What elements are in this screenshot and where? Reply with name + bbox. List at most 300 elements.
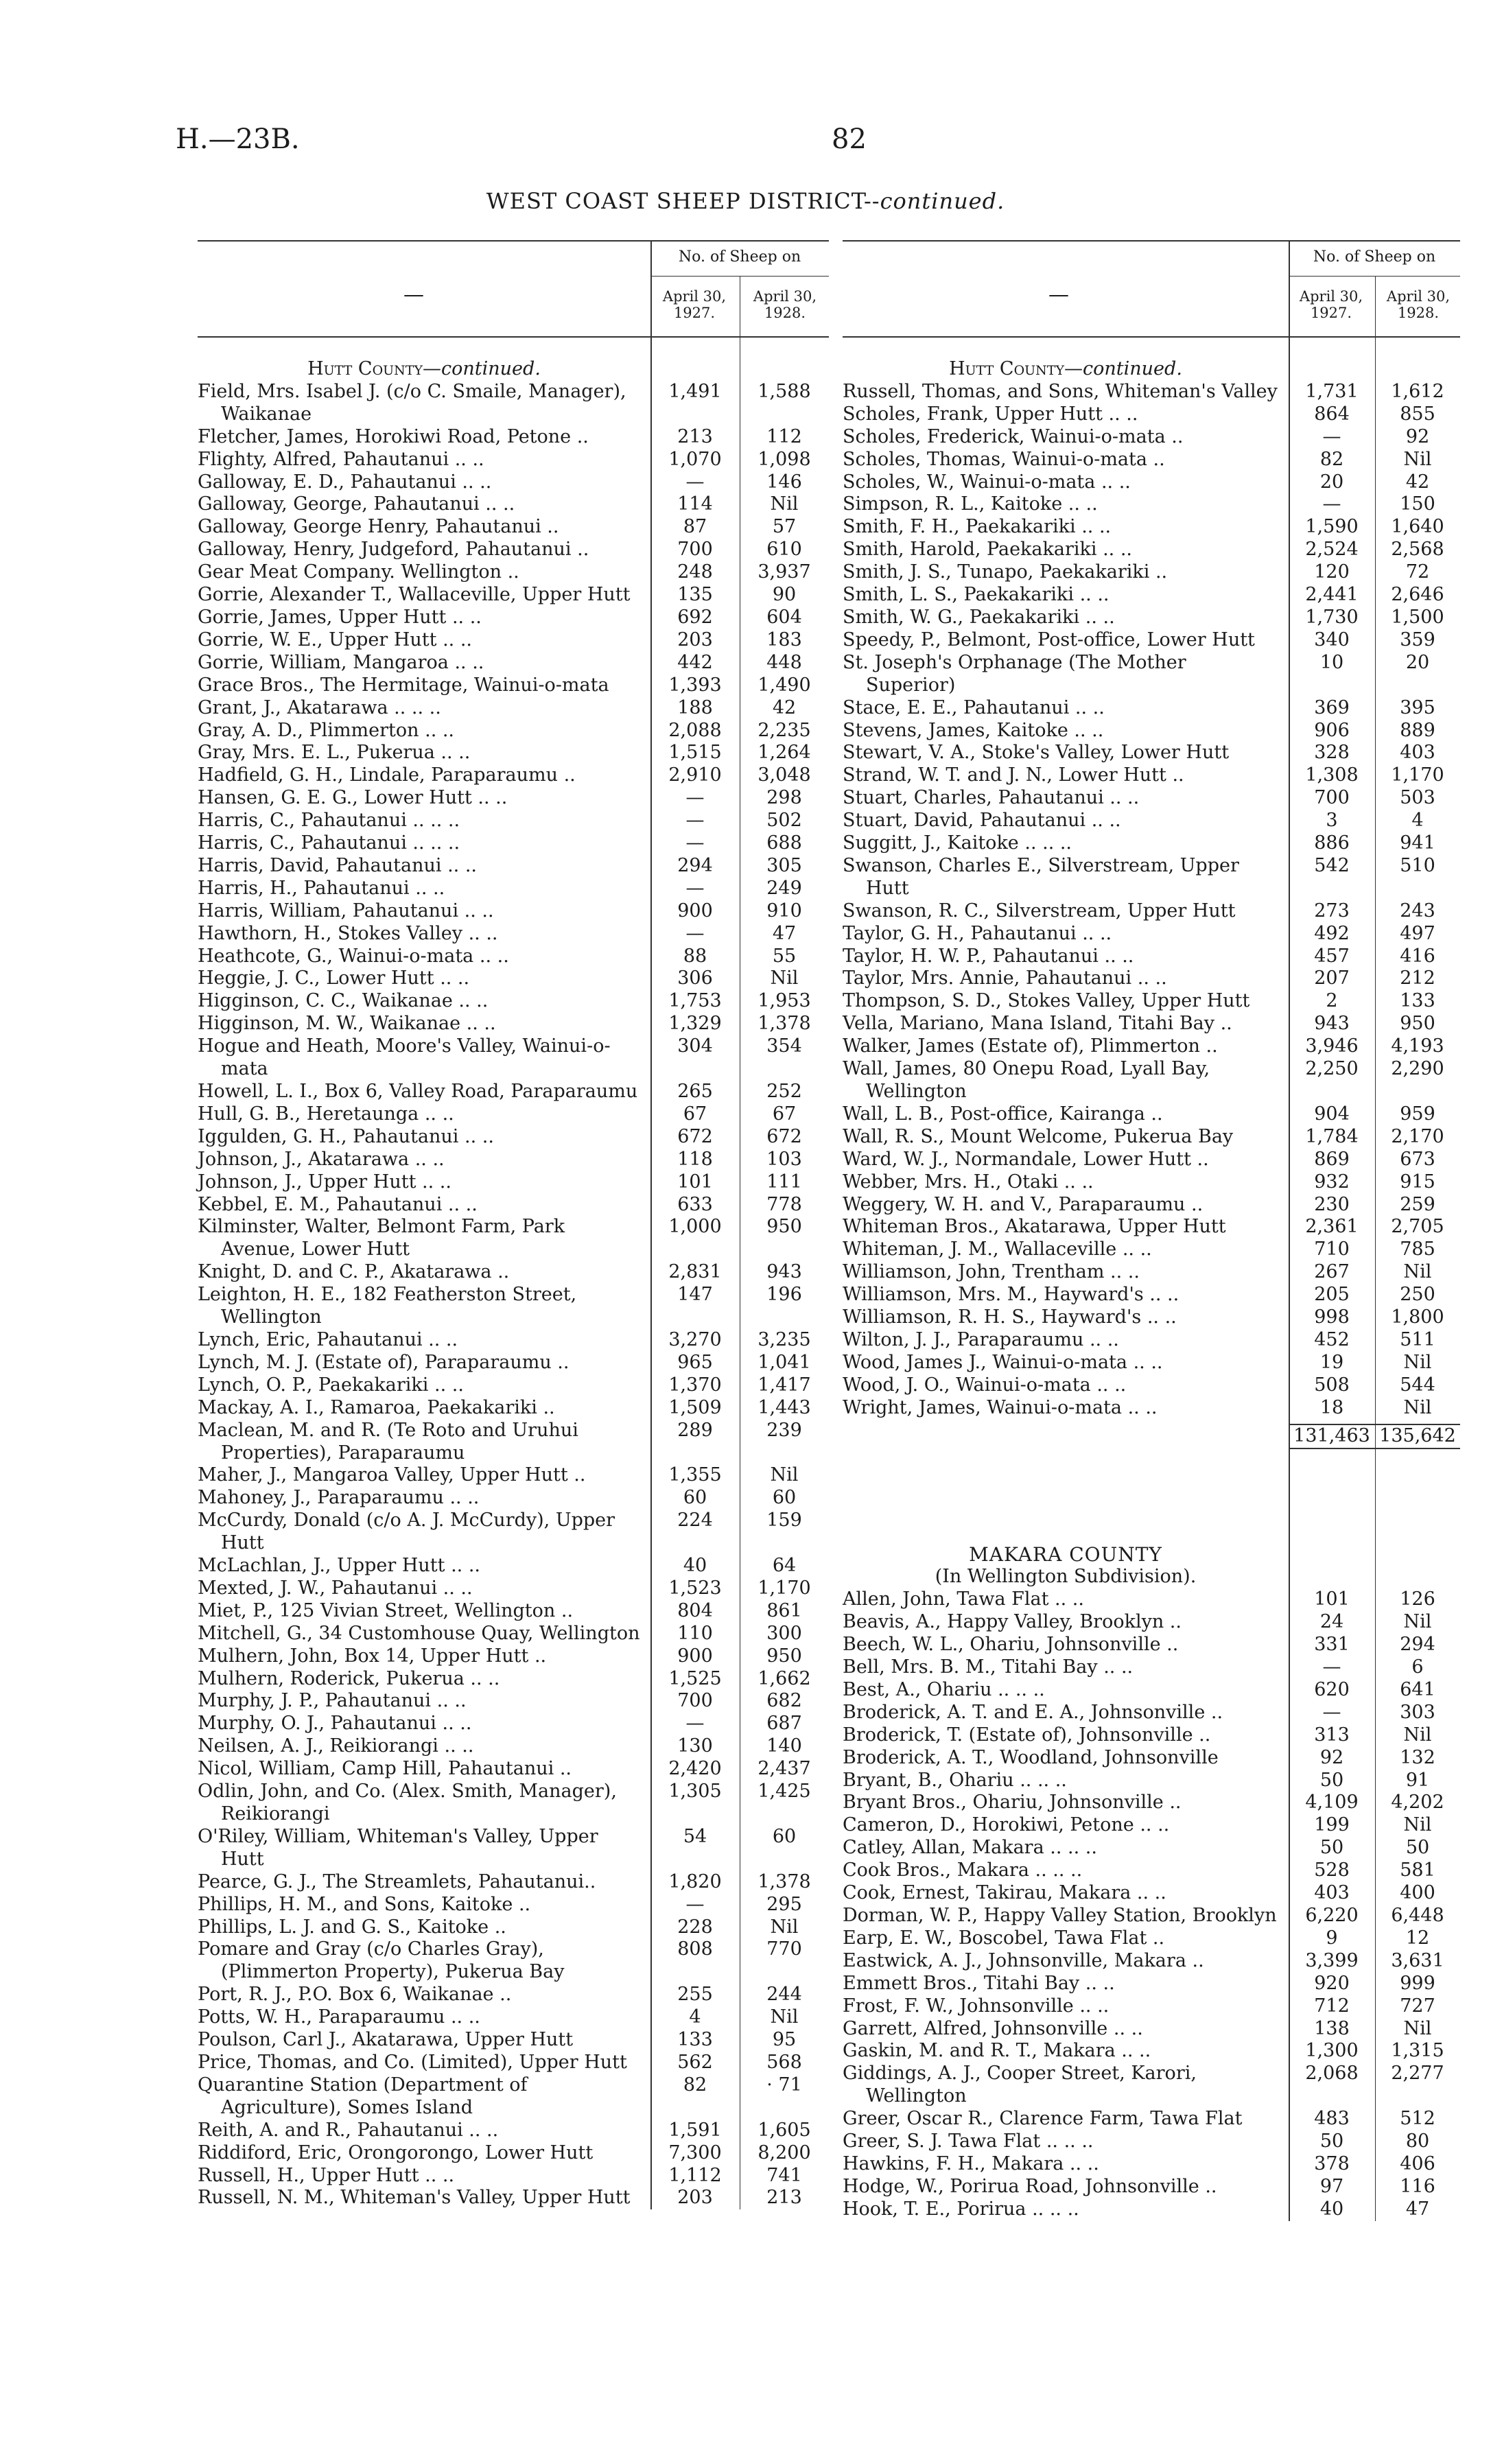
owner-name: Emmett Bros., Titahi Bay .. .. — [843, 1972, 1115, 1994]
sheep-1928: 259 — [1400, 1193, 1435, 1215]
owner-name: Strand, W. T. and J. N., Lower Hutt .. — [843, 764, 1184, 786]
table-row — [198, 764, 829, 787]
sheep-1927: 101 — [677, 1171, 713, 1193]
owner-name: Gear Meat Company. Wellington .. — [198, 561, 519, 583]
owner-name: Bryant, B., Ohariu .. .. .. — [843, 1769, 1067, 1791]
sheep-1927: — — [685, 471, 705, 493]
sheep-1928: 3,631 — [1391, 1949, 1444, 1971]
sheep-1928: 47 — [772, 922, 797, 944]
table-row — [198, 2006, 829, 2029]
table-row — [198, 1690, 829, 1713]
title-text: WEST COAST SHEEP DISTRICT-- — [486, 188, 880, 214]
sheep-1927: 1,515 — [668, 742, 722, 764]
sheep-1928: 2,705 — [1391, 1216, 1444, 1238]
sheep-1928: 395 — [1400, 696, 1435, 718]
sheep-1927: 906 — [1314, 719, 1350, 741]
table-row — [198, 1487, 829, 1510]
sheep-1928: 305 — [766, 854, 802, 876]
sheep-1928: 213 — [766, 2187, 802, 2209]
sheep-1927: 804 — [677, 1599, 713, 1621]
table-row — [198, 900, 829, 923]
sheep-1928: 2,437 — [758, 1758, 811, 1780]
owner-name: Knight, D. and C. P., Akatarawa .. — [198, 1261, 510, 1283]
table-row — [198, 1103, 829, 1126]
sheep-1928: 544 — [1400, 1374, 1435, 1396]
table-row — [843, 1374, 1460, 1397]
owner-name: Gaskin, M. and R. T., Makara .. .. — [843, 2040, 1151, 2062]
owner-name: Smith, W. G., Paekakariki .. .. — [843, 606, 1115, 628]
sheep-1927: 508 — [1314, 1374, 1350, 1396]
sheep-1927: 403 — [1314, 1882, 1350, 1904]
table-row — [843, 2018, 1460, 2041]
table-row — [843, 426, 1460, 449]
sheep-1928: 727 — [1400, 1995, 1435, 2017]
sheep-1928: 90 — [772, 584, 797, 606]
sheep-1927: 67 — [683, 1103, 707, 1125]
sheep-1928: 687 — [766, 1713, 802, 1735]
left-header-1927: April 30, 1927. — [662, 288, 727, 321]
sheep-1928: 1,800 — [1391, 1306, 1444, 1328]
sheep-1927: 998 — [1314, 1306, 1350, 1328]
sheep-1927: 492 — [1314, 922, 1350, 944]
table-row — [198, 1284, 829, 1329]
table-row — [198, 1464, 829, 1487]
owner-name: Harris, H., Pahautanui .. .. — [198, 877, 445, 899]
owner-name: Webber, Mrs. H., Otaki .. .. — [843, 1171, 1094, 1193]
sheep-1928: 672 — [766, 1125, 802, 1147]
owner-name: Gorrie, W. E., Upper Hutt .. .. — [198, 629, 472, 650]
table-row — [843, 1611, 1460, 1634]
sheep-1928: Nil — [1403, 1261, 1432, 1283]
sheep-1927: 203 — [677, 629, 713, 650]
owner-name: Simpson, R. L., Kaitoke .. .. — [843, 493, 1098, 515]
sheep-1927: 306 — [677, 967, 713, 989]
owner-name: Taylor, G. H., Pahautanui .. .. — [843, 922, 1112, 944]
table-row — [198, 990, 829, 1013]
sheep-1928: 294 — [1400, 1634, 1435, 1656]
table-row — [198, 1374, 829, 1397]
sheep-1928: 12 — [1405, 1927, 1430, 1949]
sheep-1928: Nil — [1403, 2017, 1432, 2039]
table-row — [198, 2187, 829, 2209]
sheep-1928: 3,048 — [758, 764, 811, 786]
table-row — [198, 1035, 829, 1081]
sheep-1927: 1,000 — [668, 1216, 722, 1238]
sheep-1928: 140 — [766, 1735, 802, 1757]
sheep-1928: 303 — [1400, 1701, 1435, 1723]
owner-name: Whiteman, J. M., Wallaceville .. .. — [843, 1239, 1152, 1260]
left-rows — [198, 381, 829, 2209]
sheep-1927: 1,731 — [1305, 380, 1359, 402]
sheep-1927: 135 — [677, 584, 713, 606]
sheep-1928: 132 — [1400, 1746, 1435, 1768]
sheep-1928: 212 — [1400, 967, 1435, 989]
owner-name: Bell, Mrs. B. M., Titahi Bay .. .. — [843, 1656, 1134, 1678]
sheep-1928: 6 — [1411, 1656, 1424, 1678]
sheep-1927: — — [1322, 425, 1341, 447]
sheep-1928: 8,200 — [758, 2142, 811, 2163]
sheep-1927: 864 — [1314, 403, 1350, 425]
table-row — [843, 2131, 1460, 2153]
owner-name: Eastwick, A. J., Johnsonville, Makara .. — [843, 1949, 1204, 1971]
sheep-1927: 1,393 — [668, 674, 722, 696]
owner-name: Leighton, H. E., 182 Featherston Street, Wellington — [198, 1284, 577, 1328]
left-section-heading — [198, 358, 650, 381]
owner-name: Scholes, Thomas, Wainui-o-mata .. — [843, 448, 1165, 470]
sheep-1928: 1,953 — [758, 990, 811, 1012]
table-row — [843, 1973, 1460, 1995]
owner-name: Williamson, John, Trentham .. .. — [843, 1261, 1140, 1283]
table-row — [198, 2052, 829, 2074]
table-row — [198, 449, 829, 471]
table-row — [843, 1013, 1460, 1035]
owner-name: Harris, C., Pahautanui .. .. .. — [198, 810, 460, 832]
owner-name: Iggulden, G. H., Pahautanui .. .. — [198, 1125, 494, 1147]
table-row — [198, 1668, 829, 1691]
table-row — [198, 923, 829, 946]
table-row — [843, 1035, 1460, 1058]
sheep-1927: 700 — [1314, 787, 1350, 809]
owner-name: Field, Mrs. Isabel J. (c/o C. Smaile, Manager), Waikanae — [198, 380, 626, 425]
title-suffix: continued. — [880, 188, 1005, 214]
table-row — [843, 1634, 1460, 1656]
owner-name: Kebbel, E. M., Pahautanui .. .. — [198, 1193, 478, 1215]
owner-name: Hull, G. B., Heretaunga .. .. — [198, 1103, 454, 1125]
owner-name: Johnson, J., Upper Hutt .. .. — [198, 1171, 451, 1193]
table-row — [198, 742, 829, 764]
sheep-1927: 1,525 — [668, 1667, 722, 1689]
owner-name: Harris, David, Pahautanui .. .. — [198, 854, 477, 876]
sheep-1928: Nil — [770, 2006, 799, 2028]
sheep-1927: 9 — [1326, 1927, 1338, 1949]
sheep-1927: 4,109 — [1305, 1792, 1359, 1814]
sheep-1928: 298 — [766, 787, 802, 809]
owner-name: Hook, T. E., Porirua .. .. .. — [843, 2198, 1079, 2220]
sheep-1928: 300 — [766, 1622, 802, 1644]
owner-name: Lynch, Eric, Pahautanui .. .. — [198, 1328, 458, 1350]
sheep-1927: 88 — [683, 945, 707, 967]
sheep-1927: 369 — [1314, 696, 1350, 718]
sheep-1927: 700 — [677, 539, 713, 561]
owner-name: Riddiford, Eric, Orongorongo, Lower Hutt — [198, 2142, 594, 2163]
table-row — [198, 1013, 829, 1035]
sheep-1927: 92 — [1319, 1746, 1344, 1768]
table-row — [198, 652, 829, 674]
owner-name: Lynch, O. P., Paekakariki .. .. — [198, 1374, 464, 1396]
table-row — [198, 1555, 829, 1577]
table-row — [843, 1126, 1460, 1149]
sheep-1927: 710 — [1314, 1239, 1350, 1260]
table-row — [843, 403, 1460, 426]
table-row — [843, 1995, 1460, 2018]
owner-name: Gray, Mrs. E. L., Pukerua .. .. — [198, 742, 471, 764]
owner-name: Speedy, P., Belmont, Post-office, Lower Hutt — [843, 629, 1255, 650]
sheep-1928: 146 — [766, 471, 802, 493]
sheep-1927: 2,361 — [1305, 1216, 1359, 1238]
table-row — [843, 1770, 1460, 1792]
sheep-1927: 620 — [1314, 1678, 1350, 1700]
right-rows — [843, 381, 1460, 1420]
makara-county-subtitle: (In Wellington Subdivision). — [935, 1566, 1197, 1588]
sheep-1928: 50 — [1405, 1837, 1430, 1859]
right-header-subdivider — [1375, 276, 1376, 336]
table-row — [198, 1984, 829, 2006]
sheep-1927: 1,305 — [668, 1781, 722, 1803]
owner-name: Swanson, Charles E., Silverstream, Upper Hutt — [843, 854, 1239, 899]
sheep-1927: 3,399 — [1305, 1949, 1359, 1971]
owner-name: Howell, L. I., Box 6, Valley Road, Paraparaumu — [198, 1081, 638, 1102]
table-row — [843, 967, 1460, 990]
sheep-1928: 959 — [1400, 1103, 1435, 1125]
owner-name: Murphy, J. P., Pahautanui .. .. — [198, 1690, 467, 1712]
table-row — [198, 1781, 829, 1826]
sheep-1927: 528 — [1314, 1859, 1350, 1881]
sheep-1928: Nil — [770, 493, 799, 515]
sheep-1927: — — [685, 810, 705, 832]
sheep-1928: 2,646 — [1391, 584, 1444, 606]
sheep-1927: 562 — [677, 2051, 713, 2073]
sheep-1927: 289 — [677, 1419, 713, 1441]
sheep-1928: 1,425 — [758, 1781, 811, 1803]
owner-name: Broderick, T. (Estate of), Johnsonville .. — [843, 1724, 1211, 1746]
sheep-1928: 568 — [766, 2051, 802, 2073]
sheep-1927: 60 — [683, 1487, 707, 1509]
owner-name: Wall, L. B., Post-office, Kairanga .. — [843, 1103, 1163, 1125]
sheep-1928: 1,170 — [758, 1577, 811, 1599]
owner-name: Heathcote, G., Wainui-o-mata .. .. — [198, 945, 509, 967]
table-row — [198, 787, 829, 810]
owner-name: Reith, A. and R., Pahautanui .. .. — [198, 2119, 499, 2141]
table-row — [198, 629, 829, 652]
sheep-1927: 1,523 — [668, 1577, 722, 1599]
sheep-1927: 188 — [677, 696, 713, 718]
sheep-1927: 483 — [1314, 2108, 1350, 2130]
table-row — [843, 1284, 1460, 1306]
sheep-1927: 1,329 — [668, 1013, 722, 1035]
owner-name: Cook Bros., Makara .. .. .. — [843, 1859, 1083, 1881]
owner-name: Garrett, Alfred, Johnsonville .. .. — [843, 2017, 1143, 2039]
sheep-1928: 42 — [772, 696, 797, 718]
table-row — [843, 1859, 1460, 1882]
sheep-1928: 741 — [766, 2164, 802, 2186]
table-row — [843, 946, 1460, 968]
owner-name: Galloway, Henry, Judgeford, Pahautanui .. — [198, 539, 589, 561]
table-row — [198, 2074, 829, 2120]
sheep-1928: 2,290 — [1391, 1058, 1444, 1080]
sheep-1928: 673 — [1400, 1148, 1435, 1170]
sheep-1927: 120 — [1314, 561, 1350, 583]
sheep-1927: 932 — [1314, 1171, 1350, 1193]
sheep-1927: 2,250 — [1305, 1058, 1359, 1080]
owner-name: Quarantine Station (Department of Agriculture), Somes Island — [198, 2074, 528, 2118]
table-row — [843, 493, 1460, 516]
table-row — [198, 1871, 829, 1894]
sheep-1927: 130 — [677, 1735, 713, 1757]
sheep-1928: 785 — [1400, 1239, 1435, 1260]
table-row — [198, 1126, 829, 1149]
sheep-1927: 633 — [677, 1193, 713, 1215]
table-row — [843, 742, 1460, 764]
owner-name: Taylor, Mrs. Annie, Pahautanui .. .. — [843, 967, 1167, 989]
table-row — [843, 1261, 1460, 1284]
sheep-1927: 87 — [683, 516, 707, 538]
owner-name: Port, R. J., P.O. Box 6, Waikanae .. — [198, 1984, 512, 2006]
sheep-1927: 692 — [677, 606, 713, 628]
sheep-1927: 20 — [1319, 471, 1344, 493]
sheep-1928: 448 — [766, 651, 802, 673]
table-row — [843, 1837, 1460, 1859]
sheep-1928: 239 — [766, 1419, 802, 1441]
sheep-1927: 313 — [1314, 1724, 1350, 1746]
owner-name: Russell, H., Upper Hutt .. .. — [198, 2164, 455, 2186]
owner-name: Kilminster, Walter, Belmont Farm, Park Avenue, Lower Hutt — [198, 1216, 565, 1260]
sheep-1927: — — [685, 1893, 705, 1915]
owner-name: Wall, James, 80 Onepu Road, Lyall Bay, Wellington — [843, 1058, 1210, 1102]
sheep-1927: 457 — [1314, 945, 1350, 967]
sheep-1928: 67 — [772, 1103, 797, 1125]
sheep-1928: 999 — [1400, 1972, 1435, 1994]
owner-name: Whiteman Bros., Akatarawa, Upper Hutt — [843, 1216, 1226, 1238]
owner-name: Dorman, W. P., Happy Valley Station, Brooklyn — [843, 1905, 1277, 1926]
table-row — [198, 471, 829, 494]
owner-name: Grant, J., Akatarawa .. .. .. — [198, 696, 441, 718]
owner-name: Phillips, H. M., and Sons, Kaitoke .. — [198, 1893, 531, 1915]
sheep-1927: 378 — [1314, 2152, 1350, 2174]
sheep-1928: 196 — [766, 1284, 802, 1306]
table-row — [198, 2029, 829, 2052]
sheep-1927: 255 — [677, 1984, 713, 2006]
table-row — [198, 381, 829, 426]
sheep-1927: 1,590 — [1305, 516, 1359, 538]
sheep-1928: 55 — [772, 945, 797, 967]
sheep-1928: 503 — [1400, 787, 1435, 809]
sheep-1928: 72 — [1405, 561, 1430, 583]
table-row — [198, 720, 829, 742]
sheep-1927: 147 — [677, 1284, 713, 1306]
sheep-1927: 1,300 — [1305, 2040, 1359, 2062]
table-row — [843, 923, 1460, 946]
sheep-1928: Nil — [1403, 1611, 1432, 1633]
page-number: 82 — [832, 124, 867, 155]
table-row — [843, 629, 1460, 652]
owner-name: Stuart, David, Pahautanui .. .. — [843, 810, 1121, 832]
owner-name: Johnson, J., Akatarawa .. .. — [198, 1148, 445, 1170]
sheep-1928: 778 — [766, 1193, 802, 1215]
sheep-1927: 900 — [677, 900, 713, 922]
sheep-1927: 82 — [683, 2074, 707, 2096]
right-header-dash: — — [1048, 283, 1069, 307]
sheep-1927: 304 — [677, 1035, 713, 1057]
owner-name: Galloway, George Henry, Pahautanui .. — [198, 516, 559, 538]
sheep-1927: — — [685, 922, 705, 944]
sheep-1928: 1,612 — [1391, 380, 1444, 402]
sheep-1928: 915 — [1400, 1171, 1435, 1193]
owner-name: Earp, E. W., Boscobel, Tawa Flat .. — [843, 1927, 1165, 1949]
sheep-1928: 604 — [766, 606, 802, 628]
table-row — [198, 1510, 829, 1555]
sheep-1928: 60 — [772, 1825, 797, 1847]
table-row — [198, 1420, 829, 1465]
sheep-1927: 452 — [1314, 1328, 1350, 1350]
sheep-1928: Nil — [770, 1464, 799, 1486]
table-row — [198, 832, 829, 855]
sheep-1928: 111 — [766, 1171, 802, 1193]
table-row — [843, 1724, 1460, 1747]
sheep-1927: 442 — [677, 651, 713, 673]
sheep-1927: 97 — [1319, 2175, 1344, 2197]
sheep-1928: 688 — [766, 832, 802, 854]
sheep-1928: Nil — [770, 1916, 799, 1938]
table-row — [198, 561, 829, 584]
hutt-total-1928: 135,642 — [1379, 1424, 1456, 1446]
sheep-1927: 2,068 — [1305, 2063, 1359, 2085]
sheep-1927: 2,524 — [1305, 539, 1359, 561]
sheep-1927: 3 — [1326, 810, 1338, 832]
table-row — [198, 1171, 829, 1194]
owner-name: Smith, F. H., Paekakariki .. .. — [843, 516, 1112, 538]
owner-name: Higginson, M. W., Waikanae .. .. — [198, 1013, 496, 1035]
owner-name: Walker, James (Estate of), Plimmerton .. — [843, 1035, 1218, 1057]
sheep-1928: 112 — [766, 425, 802, 447]
sheep-1927: 230 — [1314, 1193, 1350, 1215]
sheep-1927: 904 — [1314, 1103, 1350, 1125]
table-row — [843, 471, 1460, 494]
sheep-1927: 267 — [1314, 1261, 1350, 1283]
table-row — [843, 1905, 1460, 1927]
owner-name: Cook, Ernest, Takirau, Makara .. .. — [843, 1882, 1166, 1904]
owner-name: Williamson, R. H. S., Hayward's .. .. — [843, 1306, 1177, 1328]
sheep-1927: — — [685, 832, 705, 854]
sheep-1927: 213 — [677, 425, 713, 447]
right-header-1927: April 30, 1927. — [1299, 288, 1363, 321]
hutt-total-row — [1289, 1424, 1460, 1449]
owner-name: Stace, E. E., Pahautanui .. .. — [843, 696, 1105, 718]
sheep-1927: 1,820 — [668, 1870, 722, 1892]
sheep-1927: 18 — [1319, 1396, 1344, 1418]
table-row — [843, 1149, 1460, 1171]
sheep-1928: 354 — [766, 1035, 802, 1057]
table-row — [843, 764, 1460, 787]
sheep-1927: 1,753 — [668, 990, 722, 1012]
sheep-1928: 57 — [772, 516, 797, 538]
sheep-1927: 3,270 — [668, 1328, 722, 1350]
sheep-1927: 118 — [677, 1148, 713, 1170]
sheep-1927: 2 — [1326, 990, 1338, 1012]
sheep-1928: 510 — [1400, 854, 1435, 876]
sheep-1927: 1,370 — [668, 1374, 722, 1396]
sheep-1928: 359 — [1400, 629, 1435, 650]
owner-name: Grace Bros., The Hermitage, Wainui-o-mata — [198, 674, 609, 696]
table-row — [843, 1058, 1460, 1103]
sheep-1928: 416 — [1400, 945, 1435, 967]
table-row — [843, 1702, 1460, 1724]
sheep-1928: 250 — [1400, 1284, 1435, 1306]
table-row — [198, 1623, 829, 1645]
table-row — [843, 561, 1460, 584]
owner-name: Hansen, G. E. G., Lower Hutt .. .. — [198, 787, 508, 809]
owner-name: Fletcher, James, Horokiwi Road, Petone .. — [198, 425, 589, 447]
sheep-1928: 103 — [766, 1148, 802, 1170]
owner-name: Bryant Bros., Ohariu, Johnsonville .. — [843, 1792, 1182, 1814]
sheep-1928: 511 — [1400, 1328, 1435, 1350]
owner-name: Poulson, Carl J., Akatarawa, Upper Hutt — [198, 2029, 574, 2051]
sheep-1928: 770 — [766, 1938, 802, 1960]
table-row — [843, 697, 1460, 720]
owner-name: Harris, C., Pahautanui .. .. .. — [198, 832, 460, 854]
table-row — [198, 1826, 829, 1871]
owner-name: Phillips, L. J. and G. S., Kaitoke .. — [198, 1916, 506, 1938]
owner-name: Stewart, V. A., Stoke's Valley, Lower Hutt — [843, 742, 1230, 764]
